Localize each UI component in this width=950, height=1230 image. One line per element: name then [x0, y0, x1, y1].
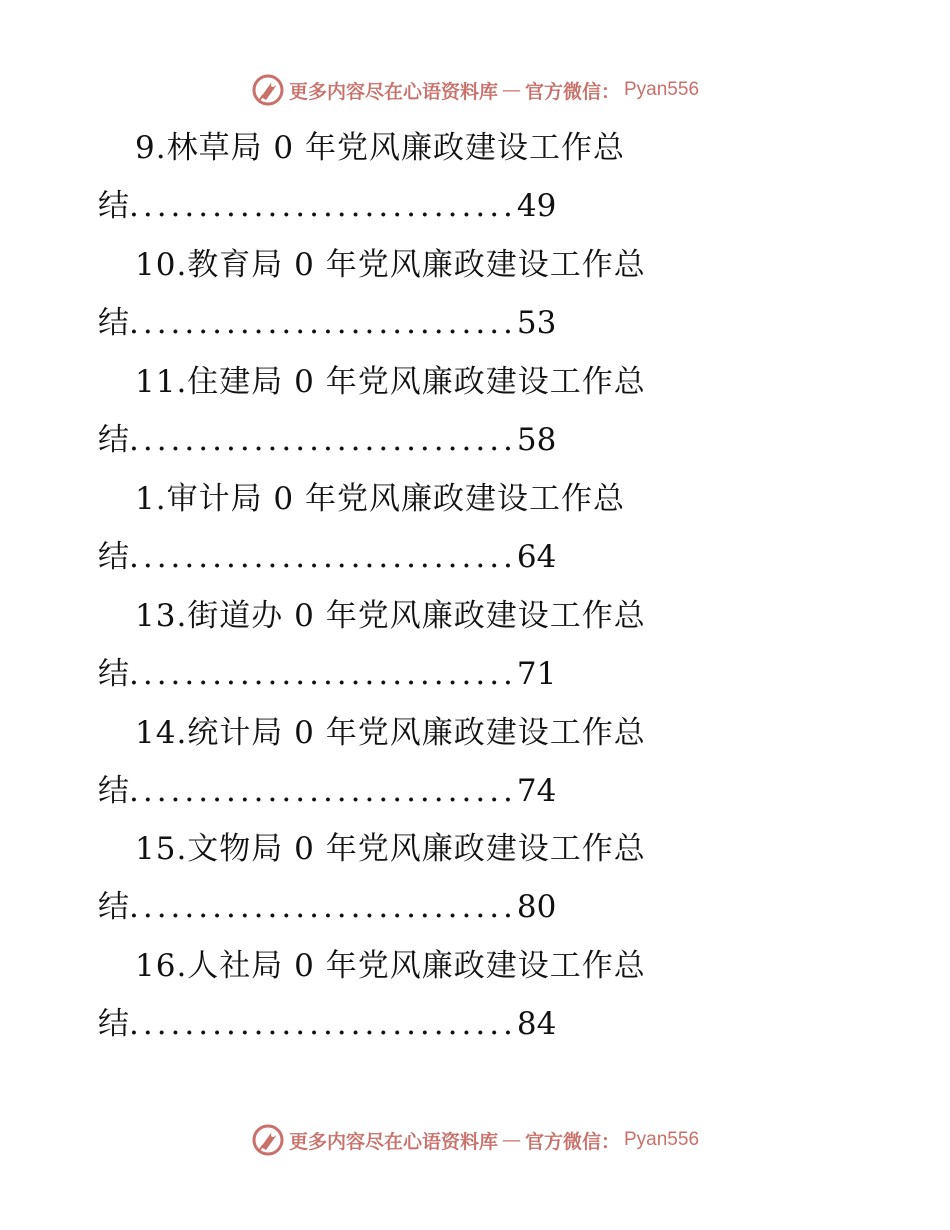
toc-entry-tail: 结: [98, 305, 129, 341]
toc-entry-tail: 结: [98, 188, 129, 224]
toc-entry-tail: 结: [98, 656, 129, 692]
banner-content: [251, 1123, 699, 1157]
toc-entry-title[interactable]: 15.文物局 0 年党风廉政建设工作总: [135, 831, 646, 867]
toc-entry-leader[interactable]: [98, 887, 556, 927]
footer-banner: [0, 1120, 950, 1160]
toc-entry-tail: 结: [98, 422, 129, 458]
toc-page-number: 74: [516, 773, 557, 809]
toc-entry-title[interactable]: 14.统计局 0 年党风廉政建设工作总: [135, 715, 646, 751]
toc-entry-title[interactable]: 1.审计局 0 年党风廉政建设工作总: [135, 481, 626, 517]
toc-leader-dots: ............................: [129, 422, 517, 458]
toc-leader-dots: ............................: [129, 1006, 517, 1042]
toc-page-number: 58: [516, 422, 557, 458]
toc-entry-tail: 结: [98, 539, 129, 575]
toc-entry-title[interactable]: 16.人社局 0 年党风廉政建设工作总: [135, 948, 646, 984]
toc-entry-tail: 结: [98, 889, 129, 925]
banner-dash: —: [501, 1129, 521, 1151]
toc-leader-dots: ............................: [129, 305, 517, 341]
banner-lead-text: 更多内容尽在心语资料库: [288, 80, 498, 103]
toc-entry-leader[interactable]: [98, 303, 556, 343]
banner-dash: —: [501, 79, 521, 101]
toc-leader-dots: ............................: [129, 188, 517, 224]
toc-page-number: 64: [516, 539, 557, 575]
toc-entry-leader[interactable]: [98, 771, 556, 811]
banner-wechat-id: Pyan556: [624, 1129, 700, 1150]
toc-leader-dots: ............................: [129, 889, 517, 925]
toc-entry-title[interactable]: 11.住建局 0 年党风廉政建设工作总: [135, 364, 646, 400]
toc-leader-dots: ............................: [129, 656, 517, 692]
toc-page-number: 53: [516, 305, 557, 341]
toc-leader-dots: ............................: [129, 773, 517, 809]
toc-entry-leader[interactable]: [98, 186, 556, 226]
toc-page-number: 80: [516, 889, 557, 925]
banner-wechat-id: Pyan556: [624, 79, 700, 100]
toc-page-number: 49: [516, 188, 557, 224]
toc-entry-leader[interactable]: [98, 654, 556, 694]
toc-entry-tail: 结: [98, 1006, 129, 1042]
toc-entry-leader[interactable]: [98, 420, 556, 460]
pen-nib-logo-icon: [251, 1123, 285, 1157]
banner-wechat-label: 官方微信：: [524, 80, 620, 103]
toc-page-number: 71: [516, 656, 557, 692]
toc-entry-tail: 结: [98, 773, 129, 809]
toc-entry-leader[interactable]: [98, 537, 556, 577]
toc-entry-title[interactable]: 10.教育局 0 年党风廉政建设工作总: [135, 247, 646, 283]
banner-lead-text: 更多内容尽在心语资料库: [288, 1130, 498, 1153]
toc-entry-title[interactable]: 13.街道办 0 年党风廉政建设工作总: [135, 598, 646, 634]
banner-wechat-label: 官方微信：: [524, 1130, 620, 1153]
toc-entry-leader[interactable]: [98, 1004, 556, 1044]
toc-leader-dots: ............................: [129, 539, 517, 575]
toc-entry-title[interactable]: 9.林草局 0 年党风廉政建设工作总: [135, 130, 626, 166]
toc-page-number: 84: [516, 1006, 557, 1042]
